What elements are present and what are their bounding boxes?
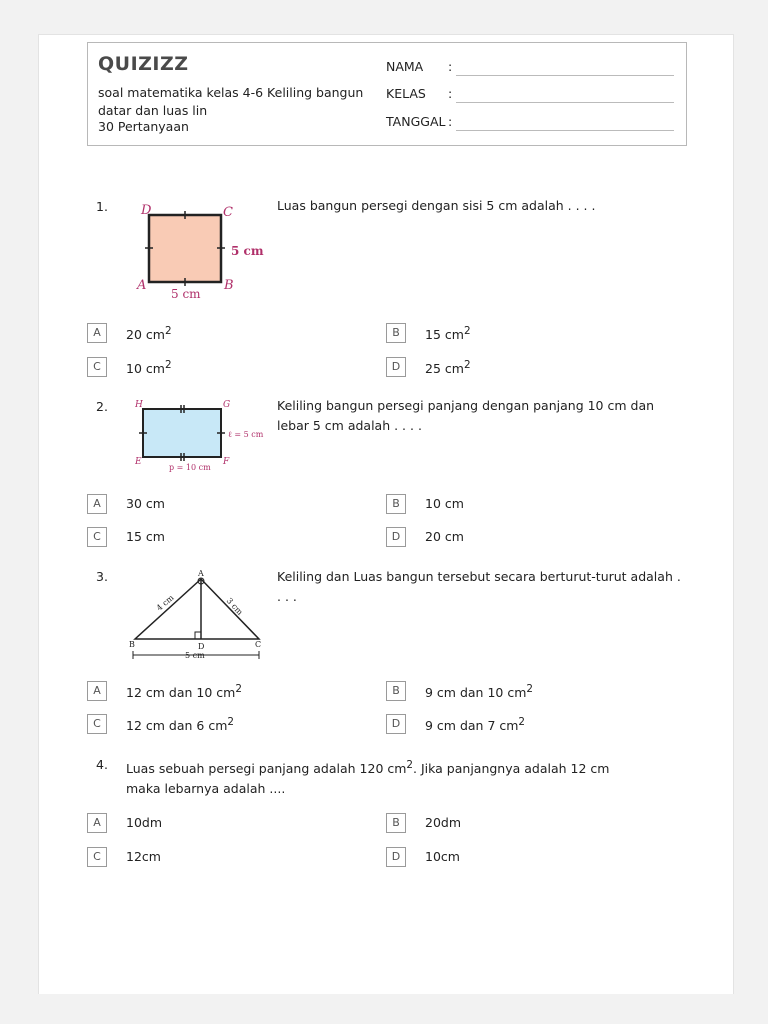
question-2-text: Keliling bangun persegi panjang dengan panjang 10 cm dan lebar 5 cm adalah . . . .: [277, 398, 655, 433]
date-field[interactable]: TANGGAL :: [386, 114, 445, 129]
question-3-text: Keliling dan Luas bangun tersebut secara berturut-turut adalah . . . .: [277, 569, 681, 604]
class-field[interactable]: KELAS :: [386, 86, 426, 101]
name-field[interactable]: NAMA :: [386, 59, 423, 74]
label-b: B: [129, 640, 135, 649]
label-c: C: [255, 640, 262, 649]
label-b: B: [224, 278, 234, 293]
question-4-number: 4.: [96, 757, 108, 772]
worksheet-page: QUIZIZZ soal matematika kelas 4-6 Keliling bangun datar dan luas lin 30 Pertanyaan NAMA : KELAS : TANGGAL : 1. D C A B 5 cm 5 cm Luas bangun persegi dengan sisi 5 cm adalah . . . . A 20 $cm^2$ B 15 $cm^2$ C 10 $cm^2$ D 25 $cm^2$ 2. H G E F ℓ = 5 cm p = 10 cm Keliling bangun persegi panjang dengan panjang 10 cm dan lebar 5 cm adalah . . . . A 30 cm B 10 cm C 15 cm D 20 cm 3. A B D C 4 cm 3 cm 5 cm Keliling dan Luas bangun tersebut secara berturut-turut adalah . . . . A 12 cm dan 10 $cm^2$ B 9 cm dan 10 $cm^2$ C 12 cm dan 6 $cm^2$ D 9 cm dan 7 $cm^2$ 4. Luas sebuah persegi panjang adalah 120 $cm^2$. Jika panjangnya adalah 12 cm maka lebarnya adalah .... A 10dm B 20dm C 12cm D 10cm: [38, 34, 734, 994]
worksheet-header: [87, 42, 687, 146]
label-side-ac: 3 cm: [224, 596, 245, 617]
question-1-number: 1.: [96, 199, 108, 214]
label-d: D: [141, 203, 152, 218]
label-d: D: [198, 642, 205, 651]
class-label: KELAS: [386, 86, 426, 101]
label-f: F: [223, 457, 230, 467]
rectangle-figure: [135, 397, 267, 473]
label-g: G: [223, 400, 231, 410]
label-base: 5 cm: [185, 651, 205, 660]
question-count: 30 Pertanyaan: [98, 119, 189, 134]
question-3-number: 3.: [96, 569, 108, 584]
square-shape: [149, 215, 221, 282]
label-h: H: [135, 400, 143, 410]
quiz-title: soal matematika kelas 4-6 Keliling bangun datar dan luas lin: [98, 85, 364, 118]
date-label: TANGGAL: [386, 114, 446, 129]
question-1-text: Luas bangun persegi dengan sisi 5 cm adalah . . . .: [277, 198, 596, 213]
quizizz-logo: QUIZIZZ: [98, 53, 189, 75]
label-a: A: [137, 278, 147, 293]
label-c: C: [223, 205, 233, 220]
triangle-figure: [129, 569, 265, 663]
label-e: E: [135, 457, 142, 467]
label-length: p = 10 cm: [169, 463, 211, 472]
rectangle-shape: [143, 409, 221, 457]
label-side-right: 5 cm: [231, 244, 264, 258]
label-width: ℓ = 5 cm: [228, 430, 264, 439]
label-side-bottom: 5 cm: [171, 287, 201, 300]
label-side-ab: 4 cm: [154, 593, 176, 613]
question-4-text: Luas sebuah persegi panjang adalah 120 $cm^2$. Jika panjangnya adalah 12 cm maka lebarnya adalah ....: [126, 759, 610, 797]
square-figure: [135, 200, 267, 300]
question-2-number: 2.: [96, 399, 108, 414]
label-a: A: [198, 569, 204, 578]
name-label: NAMA: [386, 59, 424, 74]
